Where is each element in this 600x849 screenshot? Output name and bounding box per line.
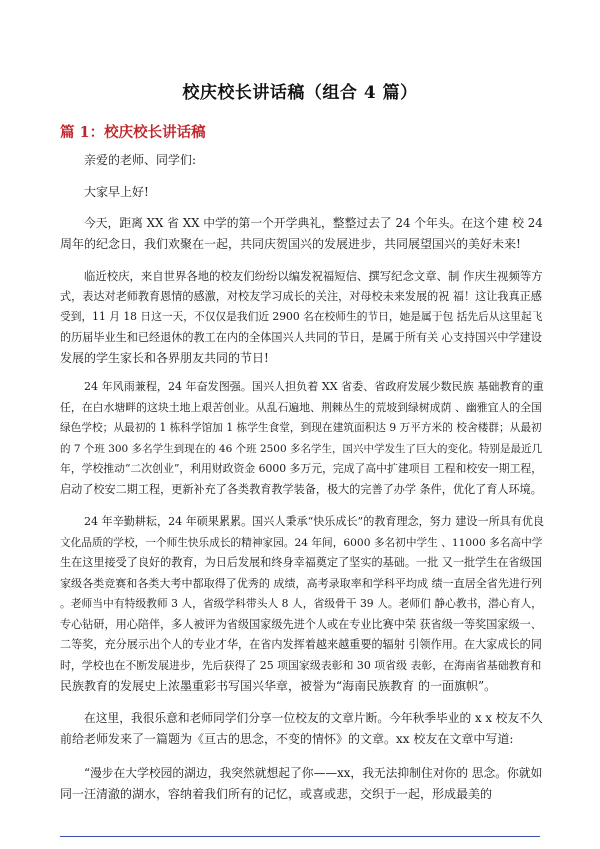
body-paragraph-3 [60,377,545,500]
salutation-line: 亲爱的老师、同学们: [84,153,197,167]
paragraph-line: 24 年风雨兼程，24 年奋发图强。国兴人担负着 XX 省委、省政府发展少数民族 基础教育的重 [84,380,544,393]
body-paragraph-6 [60,763,545,804]
salutation-paragraph [60,150,545,171]
paragraph-line: 在这里，我很乐意和老师同学们分享一位校友的文章片断。今年秋季毕业的 x x 校友不久 [84,711,543,725]
paragraph-line: 周年的纪念日，我们欢聚在一起，共同庆贺国兴的发展进步，共同展望国兴的美好未来! [60,236,521,251]
paragraph-line: “漫步在大学校园的湖边，我突然就想起了你——xx，我无法抑制住对你的 思念。你就如 [84,766,543,780]
paragraph-line: 临近校庆，来自世界各地的校友们纷纷以编发祝福短信、撰写纪念文章、制 作庆生视频等方 [84,269,543,283]
paragraph-line: 的历届毕业生和已经退休的教工在内的全体国兴人共同的节日，是属于所有关 心支持国兴中学建设 [60,330,542,344]
paragraph-line: 专心钻研，用心陪伴，多人被评为省级国家级先进个人或在专业比赛中荣 获省级一等奖国家级一、 [60,617,542,631]
paragraph-line: 绿色学校；从最初的 1 栋科学馆加 1 栋学生食堂，到现在建筑面积达 9 万平方米的 校舍楼群；从最初 [60,421,542,434]
paragraph-line: 受到，11 月 18 日这一天，不仅仅是我们近 2900 名在校师生的节日，她是属于包 括先后从这里起飞 [60,310,543,323]
paragraph-line: 同一汪清澈的湖水，容纳着我们所有的记忆，或喜或悲，交织于一起，形成最美的 [60,786,493,801]
greeting-paragraph [60,182,545,203]
paragraph-line: 年，学校推动“二次创业”，利用财政资金 6000 多万元，完成了高中扩建项目 工程和校安一期工程， [60,462,543,475]
body-paragraph-5 [60,708,545,749]
paragraph-line: 二等奖，充分展示出个人的专业才华，在省内发挥着越来越重要的辐射 引领作用。在大家成长的同 [60,638,542,651]
paragraph-line: 文化品质的学校，一个师生快乐成长的精神家园。24 年间，6000 多名初中学生 、11000 多名高中学 [60,535,543,549]
paragraph-line: 24 年辛勤耕耘，24 年硕果累累。国兴人秉承“快乐成长”的教育理念，努力 建设一所具有优良 [84,515,544,528]
paragraph-line: 。老师当中有特级教师 3 人，省级学科带头人 8 人，省级骨干 39 人。老师们 静心教书，潜心育人， [60,597,542,610]
greeting-line: 大家早上好! [84,185,149,199]
paragraph-line: 民族教育的发展史上浓墨重彩书写国兴华章，被誉为“海南民族教育 的一面旗帜”。 [60,679,497,693]
footer-divider [60,836,540,837]
paragraph-line: 任，在白水塘畔的这块土地上艰苦创业。从乱石遍地、荆棘丛生的荒坡到绿树成荫 、幽雅宜人的全国 [60,400,542,414]
paragraph-line: 启动了校安二期工程，更新补充了各类教育教学装备，极大的完善了办学 条件，优化了育人环境。 [60,482,542,496]
paragraph-line: 家级各类竞赛和各类大考中都取得了优秀的 成绩，高考录取率和学科平均成 绩一直居全省先进行列 [60,576,543,590]
body-paragraph-1 [60,213,545,254]
document-title: 校庆校长讲话稿（组合 4 篇） [182,83,418,103]
paragraph-line: 式，表达对老师教育恩情的感激，对校友学习成长的关注，对母校未来发展的祝 福！这让我真正感 [60,289,542,303]
section-heading: 篇 1：校庆校长讲话稿 [60,124,206,141]
paragraph-line: 时，学校也在不断发展进步，先后获得了 25 项国家级表彰和 30 项省级 表彰，在海南省基础教育和 [60,658,542,672]
body-paragraph-2 [60,266,545,369]
paragraph-line: 发展的学生家长和各界朋友共同的节日! [60,351,269,365]
paragraph-line: 今天，距离 XX 省 XX 中学的第一个开学典礼，整整过去了 24 个年头。在这个建 校 24 [84,216,543,230]
paragraph-line: 生在这里接受了良好的教育，为日后发展和终身幸福奠定了坚实的基础。一批 又一批学生在省级国 [60,556,542,569]
body-paragraph-4 [60,512,545,697]
paragraph-line: 的 7 个班 300 多名学生到现在的 46 个班 2500 多名学生，国兴中学发生了巨大的变化。特别是最近几 [60,442,543,455]
paragraph-line: 前给老师发来了一篇题为《亘古的思念，不变的情怀》的文章。xx 校友在文章中写道: [60,731,514,746]
